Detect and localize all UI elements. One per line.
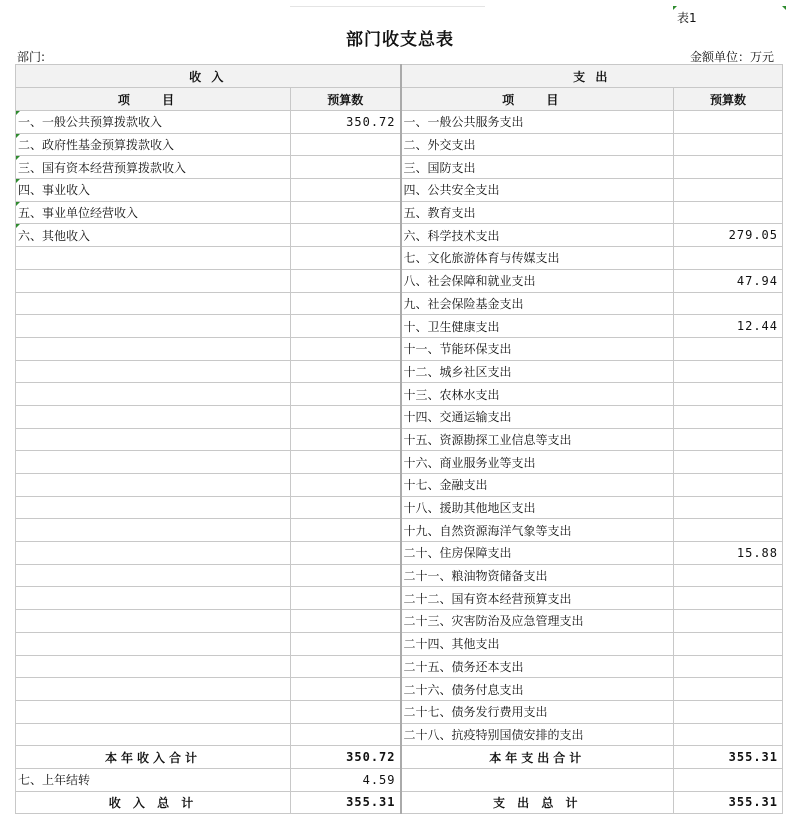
income-item-text: 六、其他收入 bbox=[18, 228, 91, 243]
comment-marker bbox=[16, 134, 20, 138]
expense-total-label: 支 出 总 计 bbox=[401, 791, 674, 814]
expense-item-amount bbox=[674, 496, 783, 519]
income-item-label bbox=[16, 269, 291, 292]
income-item-label bbox=[16, 224, 291, 247]
expense-total-amount: 355.31 bbox=[674, 791, 783, 814]
income-item-amount bbox=[291, 337, 401, 360]
table-row bbox=[16, 564, 783, 587]
table-row bbox=[16, 428, 783, 451]
table-row bbox=[16, 111, 783, 134]
expense-item-label: 七、文化旅游体育与传媒支出 bbox=[401, 247, 674, 270]
income-item-amount bbox=[291, 632, 401, 655]
income-item-label bbox=[16, 292, 291, 315]
income-total-label: 收 入 总 计 bbox=[16, 791, 291, 814]
table-row bbox=[16, 587, 783, 610]
comment-marker bbox=[782, 6, 786, 10]
expense-item-label: 十六、商业服务业等支出 bbox=[401, 451, 674, 474]
table-row bbox=[16, 337, 783, 360]
expense-item-label: 二十、住房保障支出 bbox=[401, 542, 674, 565]
expense-item-label: 十四、交通运输支出 bbox=[401, 405, 674, 428]
income-item-label bbox=[16, 632, 291, 655]
table-row bbox=[16, 315, 783, 338]
income-item-amount bbox=[291, 519, 401, 542]
expense-item-label: 二十三、灾害防治及应急管理支出 bbox=[401, 610, 674, 633]
expense-item-amount bbox=[674, 451, 783, 474]
expense-item-label: 十一、节能环保支出 bbox=[401, 337, 674, 360]
carryover-expense-amount-empty bbox=[674, 768, 783, 791]
income-item-amount bbox=[291, 201, 401, 224]
page-title: 部门收支总表 bbox=[346, 30, 454, 50]
income-item-amount bbox=[291, 700, 401, 723]
expense-item-label: 十五、资源勘探工业信息等支出 bbox=[401, 428, 674, 451]
income-item-label bbox=[16, 360, 291, 383]
table-row bbox=[16, 632, 783, 655]
expense-item-label: 二、外交支出 bbox=[401, 133, 674, 156]
budget-table bbox=[15, 64, 783, 814]
income-item-header: 项 目 bbox=[16, 88, 291, 111]
table-row bbox=[16, 292, 783, 315]
expense-item-label: 二十七、债务发行费用支出 bbox=[401, 700, 674, 723]
income-item-amount bbox=[291, 723, 401, 746]
expense-item-amount bbox=[674, 179, 783, 202]
table-row bbox=[16, 179, 783, 202]
table-row bbox=[16, 678, 783, 701]
income-item-amount bbox=[291, 655, 401, 678]
income-item-label bbox=[16, 179, 291, 202]
income-item-amount bbox=[291, 247, 401, 270]
income-item-label bbox=[16, 428, 291, 451]
comment-marker bbox=[16, 111, 20, 115]
expense-item-amount bbox=[674, 655, 783, 678]
expense-item-label: 四、公共安全支出 bbox=[401, 179, 674, 202]
expense-item-label: 一、一般公共服务支出 bbox=[401, 111, 674, 134]
expense-item-amount bbox=[674, 564, 783, 587]
expense-item-amount bbox=[674, 519, 783, 542]
subtotal-row bbox=[16, 746, 783, 769]
table-number: 表1 bbox=[677, 11, 697, 25]
section-header-row bbox=[16, 65, 783, 88]
income-item-label bbox=[16, 405, 291, 428]
income-item-label bbox=[16, 247, 291, 270]
income-item-amount bbox=[291, 292, 401, 315]
carryover-label: 七、上年结转 bbox=[16, 768, 291, 791]
expense-item-amount bbox=[674, 292, 783, 315]
expense-item-label: 十三、农林水支出 bbox=[401, 383, 674, 406]
comment-marker bbox=[16, 179, 20, 183]
table-row bbox=[16, 496, 783, 519]
income-item-amount bbox=[291, 315, 401, 338]
income-item-label bbox=[16, 655, 291, 678]
expense-item-label: 五、教育支出 bbox=[401, 201, 674, 224]
income-item-amount bbox=[291, 224, 401, 247]
income-item-label bbox=[16, 315, 291, 338]
table-row bbox=[16, 405, 783, 428]
income-item-text: 五、事业单位经营收入 bbox=[18, 206, 139, 221]
table-row bbox=[16, 723, 783, 746]
expense-item-label: 八、社会保障和就业支出 bbox=[401, 269, 674, 292]
table-row bbox=[16, 269, 783, 292]
expense-item-label: 十七、金融支出 bbox=[401, 474, 674, 497]
income-item-text: 三、国有资本经营预算拨款收入 bbox=[18, 160, 187, 175]
expense-item-amount bbox=[674, 383, 783, 406]
income-item-label bbox=[16, 587, 291, 610]
expense-item-label: 二十四、其他支出 bbox=[401, 632, 674, 655]
income-item-label bbox=[16, 700, 291, 723]
column-header-row bbox=[16, 88, 783, 111]
expense-item-label: 十、卫生健康支出 bbox=[401, 315, 674, 338]
expense-subtotal-label: 本年支出合计 bbox=[401, 746, 674, 769]
comment-marker bbox=[16, 156, 20, 160]
expense-item-amount bbox=[674, 133, 783, 156]
income-item-label bbox=[16, 337, 291, 360]
income-item-label bbox=[16, 451, 291, 474]
table-row bbox=[16, 519, 783, 542]
income-item-amount bbox=[291, 542, 401, 565]
expense-item-amount bbox=[674, 360, 783, 383]
expense-item-label: 十二、城乡社区支出 bbox=[401, 360, 674, 383]
income-item-label bbox=[16, 133, 291, 156]
income-item-amount bbox=[291, 496, 401, 519]
income-item-amount bbox=[291, 405, 401, 428]
income-item-amount bbox=[291, 360, 401, 383]
income-item-amount bbox=[291, 179, 401, 202]
income-item-text: 四、事业收入 bbox=[18, 183, 91, 198]
expense-item-amount bbox=[674, 700, 783, 723]
income-item-amount bbox=[291, 383, 401, 406]
income-item-label bbox=[16, 610, 291, 633]
income-item-amount bbox=[291, 133, 401, 156]
expense-item-amount: 47.94 bbox=[674, 269, 783, 292]
table-row bbox=[16, 700, 783, 723]
income-item-amount bbox=[291, 428, 401, 451]
expense-item-label: 二十八、抗疫特别国债安排的支出 bbox=[401, 723, 674, 746]
expense-item-amount bbox=[674, 723, 783, 746]
expense-subtotal-amount: 355.31 bbox=[674, 746, 783, 769]
expense-item-label: 二十六、债务付息支出 bbox=[401, 678, 674, 701]
income-subtotal-label: 本年收入合计 bbox=[16, 746, 291, 769]
expense-item-label: 十九、自然资源海洋气象等支出 bbox=[401, 519, 674, 542]
expense-item-amount bbox=[674, 247, 783, 270]
carryover-row bbox=[16, 768, 783, 791]
table-row bbox=[16, 201, 783, 224]
carryover-amount: 4.59 bbox=[291, 768, 401, 791]
expense-item-amount bbox=[674, 678, 783, 701]
department-label: 部门: bbox=[17, 50, 46, 64]
income-item-label bbox=[16, 542, 291, 565]
expense-item-amount: 279.05 bbox=[674, 224, 783, 247]
expense-item-amount: 12.44 bbox=[674, 315, 783, 338]
income-item-amount: 350.72 bbox=[291, 111, 401, 134]
comment-marker bbox=[16, 202, 20, 206]
table-row bbox=[16, 655, 783, 678]
carryover-expense-empty bbox=[401, 768, 674, 791]
income-item-label bbox=[16, 201, 291, 224]
income-total-amount: 355.31 bbox=[291, 791, 401, 814]
table-row bbox=[16, 474, 783, 497]
income-item-label bbox=[16, 474, 291, 497]
expense-item-label: 十八、援助其他地区支出 bbox=[401, 496, 674, 519]
comment-marker bbox=[16, 224, 20, 228]
income-item-amount bbox=[291, 564, 401, 587]
table-row bbox=[16, 451, 783, 474]
income-item-amount bbox=[291, 474, 401, 497]
income-item-label bbox=[16, 156, 291, 179]
expense-item-label: 六、科学技术支出 bbox=[401, 224, 674, 247]
income-item-amount bbox=[291, 610, 401, 633]
expense-item-amount bbox=[674, 201, 783, 224]
income-item-label bbox=[16, 723, 291, 746]
expense-amount-header: 预算数 bbox=[674, 88, 783, 111]
expense-item-header: 项 目 bbox=[401, 88, 674, 111]
grand-total-row bbox=[16, 791, 783, 814]
income-item-text: 二、政府性基金预算拨款收入 bbox=[18, 138, 175, 153]
unit-label: 金额单位：万元 bbox=[689, 50, 774, 64]
table-row bbox=[16, 247, 783, 270]
top-divider bbox=[290, 6, 485, 7]
income-subtotal-amount: 350.72 bbox=[291, 746, 401, 769]
income-item-amount bbox=[291, 678, 401, 701]
expense-item-amount bbox=[674, 610, 783, 633]
expense-item-amount bbox=[674, 587, 783, 610]
income-item-text: 一、一般公共预算拨款收入 bbox=[18, 115, 163, 130]
income-section-header: 收 入 bbox=[16, 65, 401, 88]
expense-section-header: 支 出 bbox=[401, 65, 783, 88]
income-item-label bbox=[16, 383, 291, 406]
table-row bbox=[16, 133, 783, 156]
table-row bbox=[16, 383, 783, 406]
expense-item-label: 九、社会保险基金支出 bbox=[401, 292, 674, 315]
income-item-label bbox=[16, 519, 291, 542]
expense-item-label: 二十一、粮油物资储备支出 bbox=[401, 564, 674, 587]
expense-item-amount bbox=[674, 474, 783, 497]
table-row bbox=[16, 224, 783, 247]
income-item-label bbox=[16, 564, 291, 587]
income-item-amount bbox=[291, 451, 401, 474]
table-row bbox=[16, 610, 783, 633]
income-item-label bbox=[16, 111, 291, 134]
income-item-amount bbox=[291, 156, 401, 179]
table-row bbox=[16, 542, 783, 565]
income-item-label bbox=[16, 496, 291, 519]
expense-item-label: 二十五、债务还本支出 bbox=[401, 655, 674, 678]
expense-item-amount bbox=[674, 428, 783, 451]
income-amount-header: 预算数 bbox=[291, 88, 401, 111]
expense-item-amount bbox=[674, 111, 783, 134]
expense-item-amount: 15.88 bbox=[674, 542, 783, 565]
income-item-label bbox=[16, 678, 291, 701]
table-row bbox=[16, 360, 783, 383]
expense-item-amount bbox=[674, 405, 783, 428]
income-item-amount bbox=[291, 269, 401, 292]
expense-item-label: 三、国防支出 bbox=[401, 156, 674, 179]
expense-item-amount bbox=[674, 156, 783, 179]
expense-item-amount bbox=[674, 632, 783, 655]
expense-item-amount bbox=[674, 337, 783, 360]
table-row bbox=[16, 156, 783, 179]
expense-item-label: 二十二、国有资本经营预算支出 bbox=[401, 587, 674, 610]
income-item-amount bbox=[291, 587, 401, 610]
